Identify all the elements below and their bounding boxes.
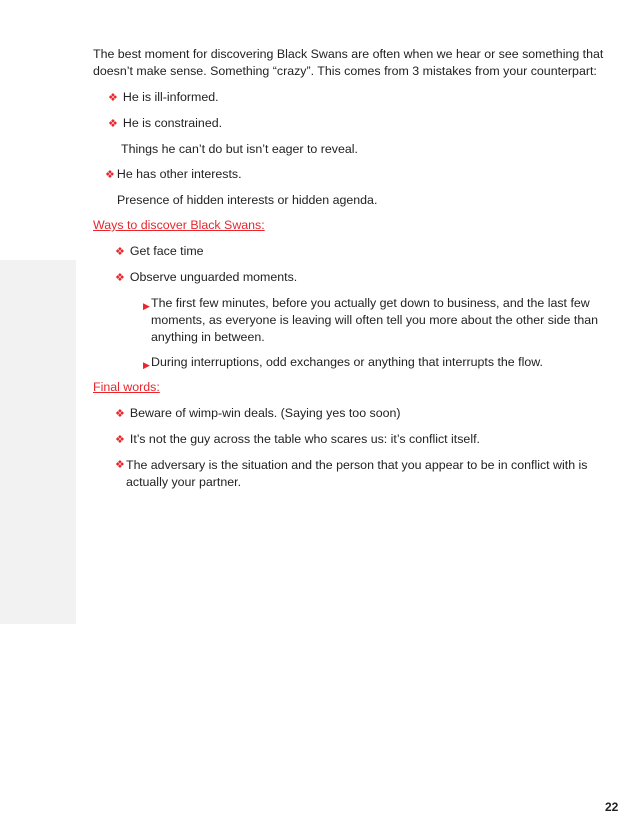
list-item (93, 89, 573, 107)
sub-list-item-text: During interruptions, odd exchanges or anything that interrupts the flow. (151, 355, 543, 369)
list-item-text: Beware of wimp-win deals. (Saying yes too soon) (129, 406, 401, 420)
sub-list-item (93, 354, 573, 371)
list-item (93, 115, 573, 133)
list-item (93, 405, 573, 423)
red-four-diamond-icon: ❖ (108, 118, 118, 130)
list-item-text (115, 457, 588, 491)
text-line: anything in between. (151, 330, 265, 344)
intro-line: doesn’t make sense. Something “crazy”. This comes from 3 mistakes from your counterpart: (93, 64, 597, 78)
list-item (93, 166, 573, 184)
list-item-text: He has other interests. (116, 167, 242, 181)
red-four-diamond-icon: ❖ (115, 272, 125, 284)
list-item (93, 269, 573, 287)
item-detail: Things he can’t do but isn’t eager to reveal. (121, 142, 358, 156)
section-heading: Ways to discover Black Swans: (93, 218, 265, 232)
page-number: 22 (605, 800, 619, 814)
section-heading: Final words: (93, 380, 160, 394)
red-four-diamond-icon: ❖ (115, 408, 125, 420)
list-item-text: It’s not the guy across the table who scares us: it’s conflict itself. (129, 432, 480, 446)
list-item-text: He is constrained. (122, 116, 223, 130)
list-item (93, 431, 573, 449)
red-four-diamond-icon: ❖ (108, 92, 118, 104)
list-item (93, 457, 588, 491)
text-line: The adversary is the situation and the person that you appear to be in conflict with is (126, 458, 588, 472)
red-four-diamond-icon: ❖ (115, 459, 125, 471)
side-panel (0, 260, 76, 624)
red-right-triangle-icon: ▶ (143, 301, 150, 311)
sub-list-item (93, 295, 598, 346)
list-item-text: Get face time (129, 244, 204, 258)
intro-line: The best moment for discovering Black Swans are often when we hear or see something that (93, 47, 604, 61)
red-four-diamond-icon: ❖ (105, 169, 115, 181)
text-line: moments, as everyone is leaving will often tell you more about the other side than (151, 313, 598, 327)
page-content (93, 46, 604, 499)
text-line: The first few minutes, before you actually get down to business, and the last few (151, 296, 590, 310)
list-item (93, 243, 573, 261)
list-item-text: Observe unguarded moments. (129, 270, 298, 284)
text-line: actually your partner. (126, 475, 242, 489)
item-detail: Presence of hidden interests or hidden agenda. (117, 193, 378, 207)
intro-paragraph (93, 46, 604, 80)
sub-list-item-text (151, 295, 598, 346)
list-item-text: He is ill-informed. (122, 90, 219, 104)
red-four-diamond-icon: ❖ (115, 246, 125, 258)
red-four-diamond-icon: ❖ (115, 434, 125, 446)
red-right-triangle-icon: ▶ (143, 360, 150, 370)
